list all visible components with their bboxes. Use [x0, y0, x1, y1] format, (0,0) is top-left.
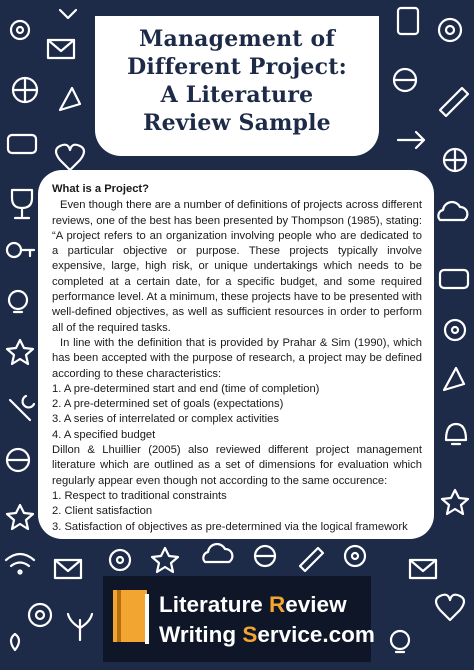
brand-logo[interactable]	[103, 576, 375, 662]
bell-icon	[446, 424, 466, 444]
list-item: 2. Client satisfaction	[52, 505, 153, 518]
lightbulb-icon-2	[391, 631, 409, 652]
brand-line-1: Literature Review	[159, 592, 347, 617]
list-item: 1. A pre-determined start and end (time of completion)	[52, 382, 320, 395]
paragraph-1: Even though there are a number of definitions of projects across different reviews, one of the best has been presented by Thompson (1985), stating: “A project refers to an organization involving people who are dedicated to a particular objective or purpose. These projects typically involve expensive, large, high risk, or unique undertakings which needs to be completed at a certain date, for a specific budget, and some required performance level. At a minimum, these projects have to be presented with well-defined objectives, as well as sufficient resources in order to perform all of the required tasks.	[52, 199, 422, 334]
clipboard-icon	[398, 8, 418, 34]
list-item: 1. Respect to traditional constraints	[52, 489, 227, 502]
star-icon-2	[7, 505, 33, 529]
gear-icon-2	[29, 604, 51, 626]
gear-icon-4	[345, 546, 365, 566]
cloud-icon-2	[203, 544, 232, 562]
star-icon	[7, 340, 33, 364]
chat-icon	[8, 135, 36, 153]
content-card	[38, 170, 434, 539]
globe-icon-2	[7, 449, 29, 471]
globe-icon-4	[255, 546, 275, 566]
list-item: 3. Satisfaction of objectives as pre-determined via the logical framework	[52, 520, 408, 533]
chevron-icon	[60, 10, 76, 18]
lightbulb-icon	[9, 291, 27, 312]
envelope-icon-2	[55, 560, 81, 578]
page-title	[103, 25, 371, 137]
title-line-4: Review Sample	[143, 110, 331, 136]
brand-line-2: Writing Service.com	[159, 622, 375, 647]
list-item: 4. A specified budget	[52, 428, 156, 441]
envelope-icon-3	[410, 560, 436, 578]
title-line-2: Different Project:	[127, 54, 347, 80]
globe-icon	[13, 78, 37, 102]
pin-icon	[11, 634, 19, 650]
gear-icon-3	[445, 320, 465, 340]
section-heading: What is a Project?	[52, 183, 149, 195]
title-card	[95, 16, 379, 156]
basketball-icon	[444, 149, 466, 171]
pencil-icon-2	[300, 548, 323, 571]
star-icon-3	[442, 490, 468, 514]
gear-icon	[11, 21, 29, 39]
heart-icon-2	[436, 595, 464, 620]
book-icon	[111, 588, 151, 646]
star-icon-4	[152, 548, 178, 572]
chat-icon-2	[440, 270, 468, 288]
target-icon-2	[110, 550, 130, 570]
rocket-icon-2	[444, 368, 464, 390]
wrench-icon	[10, 396, 34, 420]
heart-icon	[56, 145, 84, 170]
rocket-icon	[60, 88, 80, 110]
envelope-icon	[48, 40, 74, 58]
globe-icon-3	[394, 69, 416, 91]
cloud-icon	[438, 202, 467, 220]
list-item: 2. A pre-determined set of goals (expectations)	[52, 398, 284, 411]
arrow-icon	[398, 132, 424, 148]
paragraph-3: Dillon & Lhuillier (2005) also reviewed different project management literature which are outlined as a set of dimensions for evaluation which regularly appear even though not according to the same occurence:	[52, 444, 422, 487]
plant-icon	[68, 614, 92, 640]
paragraph-2: In line with the definition that is provided by Prahar & Sim (1990), which has been accepted with the purpose of research, a project may be defined according to these characteristics:	[52, 336, 422, 380]
title-line-3: A Literature	[160, 82, 314, 108]
title-line-1: Management of	[138, 26, 336, 52]
key-icon	[7, 243, 34, 257]
wifi-icon	[6, 554, 34, 574]
target-icon	[439, 19, 461, 41]
list-item: 3. A series of interrelated or complex activities	[52, 413, 279, 426]
trophy-icon	[12, 190, 32, 218]
pencil-icon	[440, 88, 468, 116]
